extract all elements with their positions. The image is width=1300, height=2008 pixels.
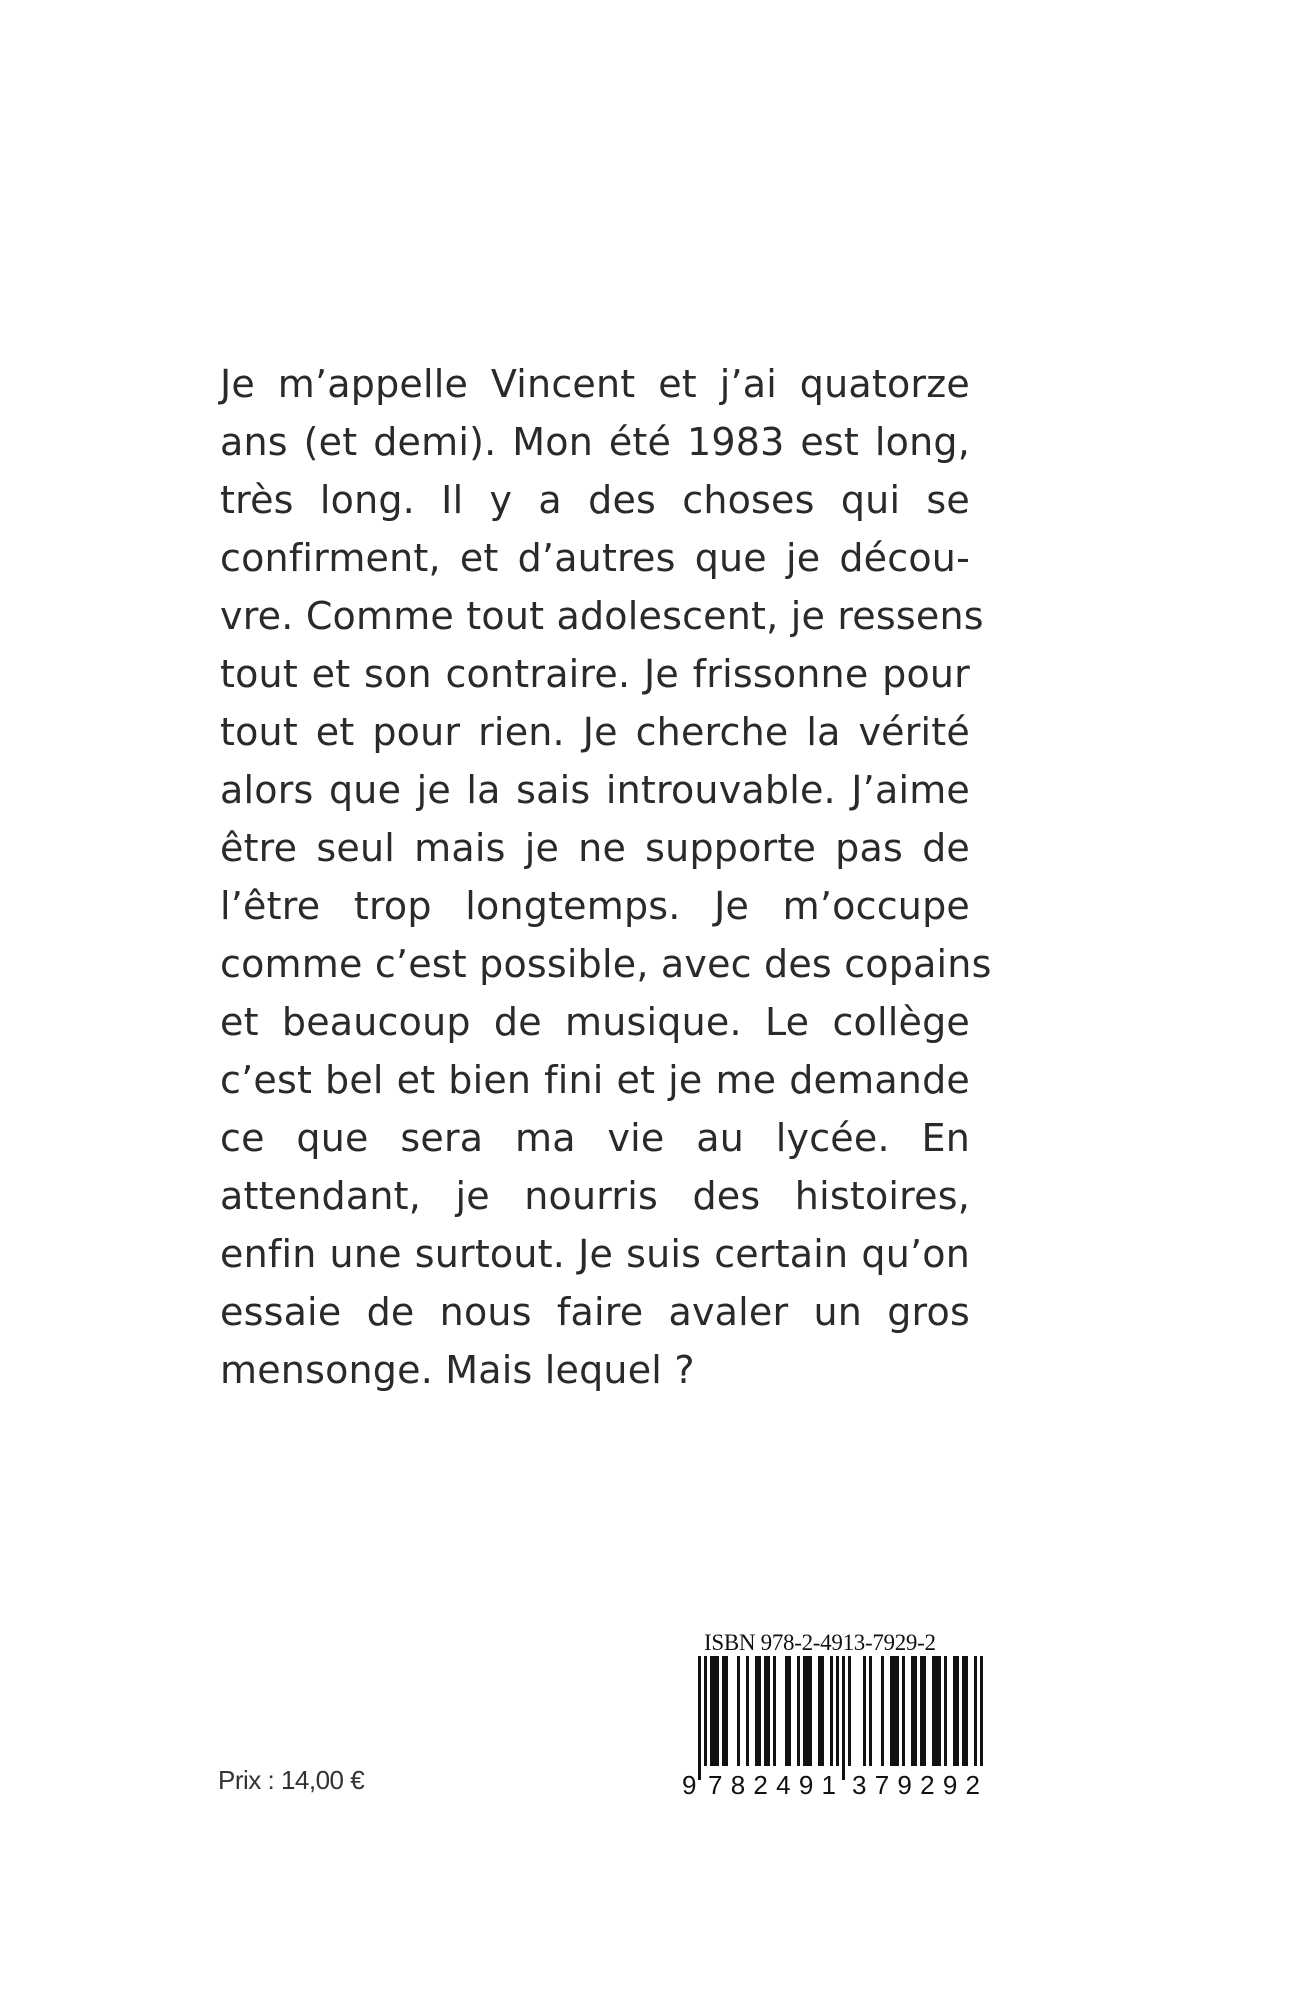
blurb-line: et beaucoup de musique. Le collège (220, 1000, 970, 1044)
barcode-bar (911, 1656, 914, 1768)
barcode-right-digits: 379292 (852, 1770, 980, 1800)
barcode-bar (902, 1656, 905, 1768)
blurb-line: tout et pour rien. Je cherche la vérité (220, 710, 970, 754)
isbn-barcode-block (680, 1630, 1000, 1800)
barcode-bar (704, 1656, 707, 1780)
barcode-bar (914, 1656, 917, 1768)
barcode-bar (836, 1656, 839, 1780)
barcode-bar (797, 1656, 800, 1768)
barcode-bar (713, 1656, 716, 1768)
blurb-line: alors que je la sais introuvable. J’aime (220, 768, 970, 812)
blurb-line: l’être trop longtemps. Je m’occupe (220, 884, 970, 928)
barcode-bar (956, 1656, 959, 1768)
barcode-bar (965, 1656, 968, 1768)
barcode-bar (698, 1656, 701, 1780)
barcode-bar (953, 1656, 956, 1768)
blurb-line: confirment, et d’autres que je décou- (220, 536, 970, 580)
barcode-bars (698, 1656, 983, 1780)
barcode-bar (848, 1656, 851, 1768)
blurb-line: comme c’est possible, avec des copains (220, 942, 992, 986)
barcode-bar (932, 1656, 935, 1768)
barcode-graphic (680, 1656, 1000, 1800)
barcode-first-digit: 9 (682, 1770, 697, 1800)
barcode-bar (737, 1656, 740, 1768)
barcode-bar (842, 1656, 845, 1780)
blurb-line: Je m’appelle Vincent et j’ai quatorze (220, 362, 970, 406)
barcode-bar (938, 1656, 941, 1768)
barcode-bar (803, 1656, 806, 1768)
blurb-line: mensonge. Mais lequel ? (220, 1348, 695, 1392)
barcode-bar (920, 1656, 923, 1768)
blurb-line: ans (et demi). Mon été 1983 est long, (220, 420, 970, 464)
barcode-bar (785, 1656, 788, 1768)
blurb-line: tout et son contraire. Je frissonne pour (220, 652, 970, 696)
isbn-label: ISBN 978-2-4913-7929-2 (704, 1630, 936, 1655)
back-cover-blurb (220, 355, 992, 1399)
barcode-bar (890, 1656, 893, 1768)
barcode-bar (944, 1656, 947, 1768)
barcode-bar (809, 1656, 812, 1768)
barcode-bar (893, 1656, 896, 1768)
blurb-line: très long. Il y a des choses qui se (220, 478, 970, 522)
barcode-bar (830, 1656, 833, 1768)
barcode-bar (974, 1656, 977, 1780)
barcode-bar (767, 1656, 770, 1768)
barcode-bar (869, 1656, 872, 1768)
barcode-bar (980, 1656, 983, 1780)
barcode-bar (755, 1656, 758, 1768)
barcode-bar (896, 1656, 899, 1768)
barcode-bar (716, 1656, 719, 1768)
barcode-bar (725, 1656, 728, 1768)
barcode-bar (821, 1656, 824, 1768)
blurb-line: enfin une surtout. Je suis certain qu’on (220, 1232, 970, 1276)
barcode-bar (962, 1656, 965, 1768)
barcode-bar (863, 1656, 866, 1768)
barcode-bar (722, 1656, 725, 1768)
barcode-bar (818, 1656, 821, 1768)
blurb-line: vre. Comme tout adolescent, je ressens (220, 594, 984, 638)
barcode-bar (773, 1656, 776, 1768)
price-label: Prix : 14,00 € (218, 1765, 365, 1795)
barcode-bar (923, 1656, 926, 1768)
barcode-bar (710, 1656, 713, 1768)
barcode-left-digits: 782491 (708, 1770, 836, 1800)
barcode-bar (806, 1656, 809, 1768)
barcode-bar (764, 1656, 767, 1768)
barcode-bar (758, 1656, 761, 1768)
barcode-bar (746, 1656, 749, 1768)
blurb-line: essaie de nous faire avaler un gros (220, 1290, 970, 1334)
blurb-line: attendant, je nourris des histoires, (220, 1174, 970, 1218)
barcode-bar (788, 1656, 791, 1768)
blurb-line: ce que sera ma vie au lycée. En (220, 1116, 970, 1160)
barcode-bar (935, 1656, 938, 1768)
blurb-line: c’est bel et bien fini et je me demande (220, 1058, 970, 1102)
blurb-line: être seul mais je ne supporte pas de (220, 826, 970, 870)
barcode-bar (881, 1656, 884, 1768)
